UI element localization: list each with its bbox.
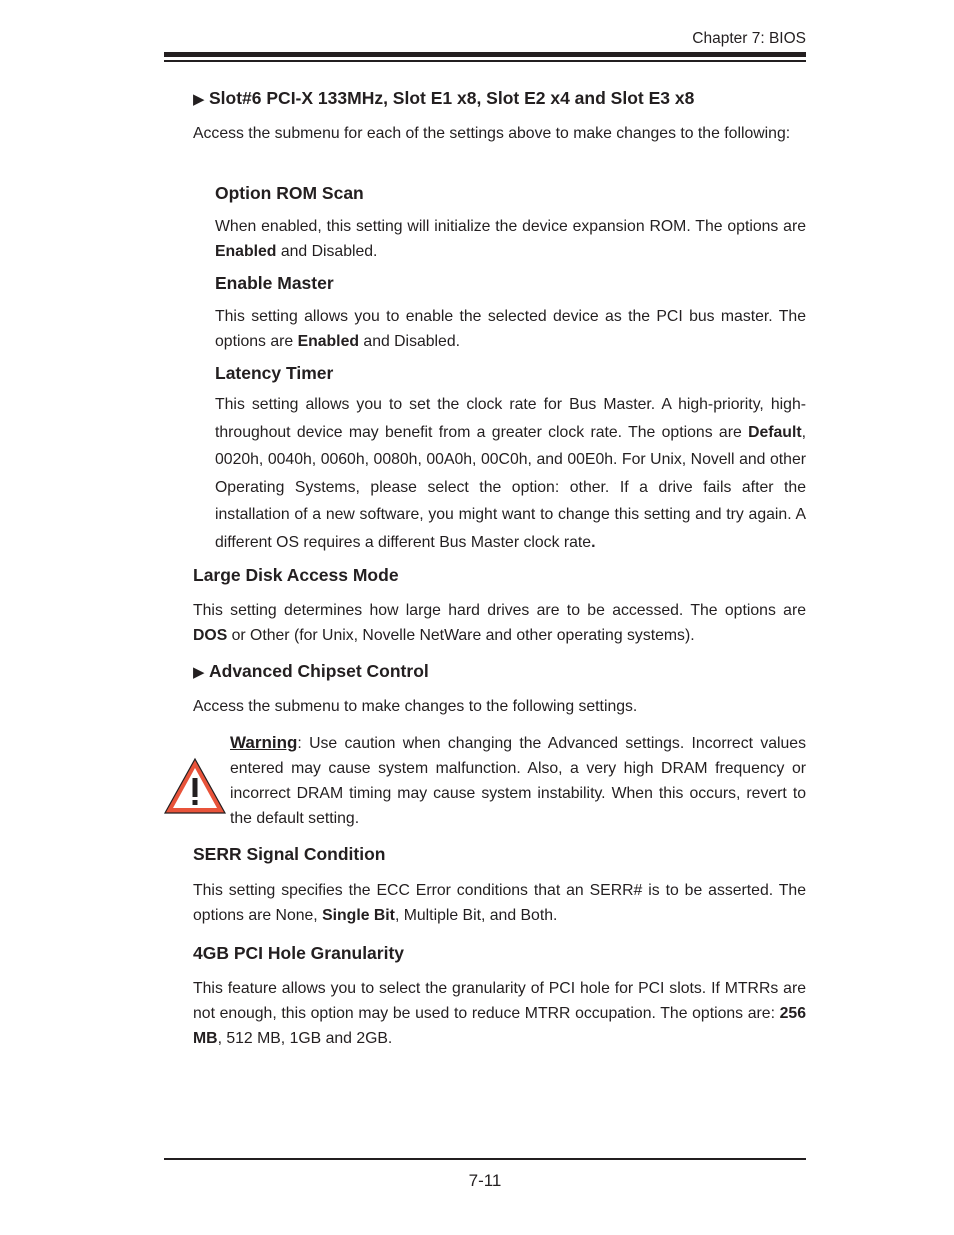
page-number: 7-11	[468, 1171, 502, 1190]
pci-hole-text-a: This feature allows you to select the granularity of PCI hole for PCI slots. If MTRRs are not enough, this option may be used to reduce MTRR occupation. The options are:	[193, 980, 806, 1022]
serr-description	[193, 878, 806, 928]
latency-text-b: , 0020h, 0040h, 0060h, 0080h, 00A0h, 00C0h, and 00E0h. For Unix, Novell and other Operating Systems, please select the option: other. If a drive fails after the installation of a new software, you might want to change this setting and try again. A different OS requires a different Bus Master clock rate	[215, 423, 806, 551]
enable-master-text-b: and Disabled.	[359, 333, 461, 350]
warning-label: Warning	[230, 733, 298, 752]
warning-body: : Use caution when changing the Advanced settings. Incorrect values entered may cause system malfunction. Also, a very high DRAM frequency or incorrect DRAM timing may cause system instability. When this occurs, revert to the default setting.	[230, 735, 806, 827]
pci-hole-text-b: , 512 MB, 1GB and 2GB.	[217, 1030, 393, 1047]
enable-master-description	[215, 304, 806, 354]
header-rule-thick	[164, 52, 806, 57]
enable-master-default: Enabled	[297, 333, 360, 350]
option-rom-description	[215, 214, 806, 264]
option-rom-text-b: and Disabled.	[276, 243, 378, 260]
slot6-heading	[193, 88, 813, 109]
pci-hole-default: 256 MB	[193, 1005, 806, 1047]
serr-heading: SERR Signal Condition	[193, 844, 386, 864]
enable-master-heading: Enable Master	[215, 273, 334, 293]
triangle-right-icon: ▶	[193, 664, 205, 681]
option-rom-text-a: When enabled, this setting will initialize the device expansion ROM. The options are	[215, 218, 806, 235]
warning-text	[230, 730, 806, 831]
latency-description	[215, 391, 806, 556]
slot6-description: Access the submenu for each of the settings above to make changes to the following:	[193, 125, 791, 142]
large-disk-description	[193, 598, 806, 648]
option-rom-default: Enabled	[215, 243, 277, 260]
large-disk-text-b: or Other (for Unix, Novelle NetWare and other operating systems).	[227, 627, 695, 644]
serr-text-a: This setting specifies the ECC Error conditions that an SERR# is to be asserted. The options are None,	[193, 882, 806, 924]
latency-default: Default	[748, 423, 802, 441]
option-rom-heading: Option ROM Scan	[215, 183, 364, 203]
large-disk-heading: Large Disk Access Mode	[193, 565, 399, 585]
footer-rule	[164, 1158, 806, 1160]
latency-period: .	[591, 533, 596, 551]
triangle-right-icon: ▶	[193, 91, 205, 108]
slot6-title: Slot#6 PCI-X 133MHz, Slot E1 x8, Slot E2 x4 and Slot E3 x8	[209, 88, 695, 108]
enable-master-text-a: This setting allows you to enable the selected device as the PCI bus master. The options are	[215, 308, 806, 350]
adv-chipset-description: Access the submenu to make changes to the following settings.	[193, 698, 638, 715]
latency-text-a: This setting allows you to set the clock rate for Bus Master. A high-priority, high-throughout device may benefit from a greater clock rate. The options are	[215, 396, 806, 441]
pci-hole-description	[193, 976, 806, 1051]
large-disk-default: DOS	[193, 627, 228, 644]
latency-heading: Latency Timer	[215, 363, 334, 383]
header-rule-thin	[164, 60, 806, 62]
chapter-header: Chapter 7: BIOS	[692, 30, 806, 47]
pci-hole-heading: 4GB PCI Hole Granularity	[193, 943, 405, 963]
adv-chipset-heading	[193, 661, 429, 682]
serr-text-b: , Multiple Bit, and Both.	[394, 907, 558, 924]
serr-default: Single Bit	[322, 907, 395, 924]
large-disk-text-a: This setting determines how large hard drives are to be accessed. The options are	[193, 602, 806, 619]
adv-chipset-title: Advanced Chipset Control	[209, 661, 429, 681]
warning-triangle-icon	[163, 757, 227, 815]
